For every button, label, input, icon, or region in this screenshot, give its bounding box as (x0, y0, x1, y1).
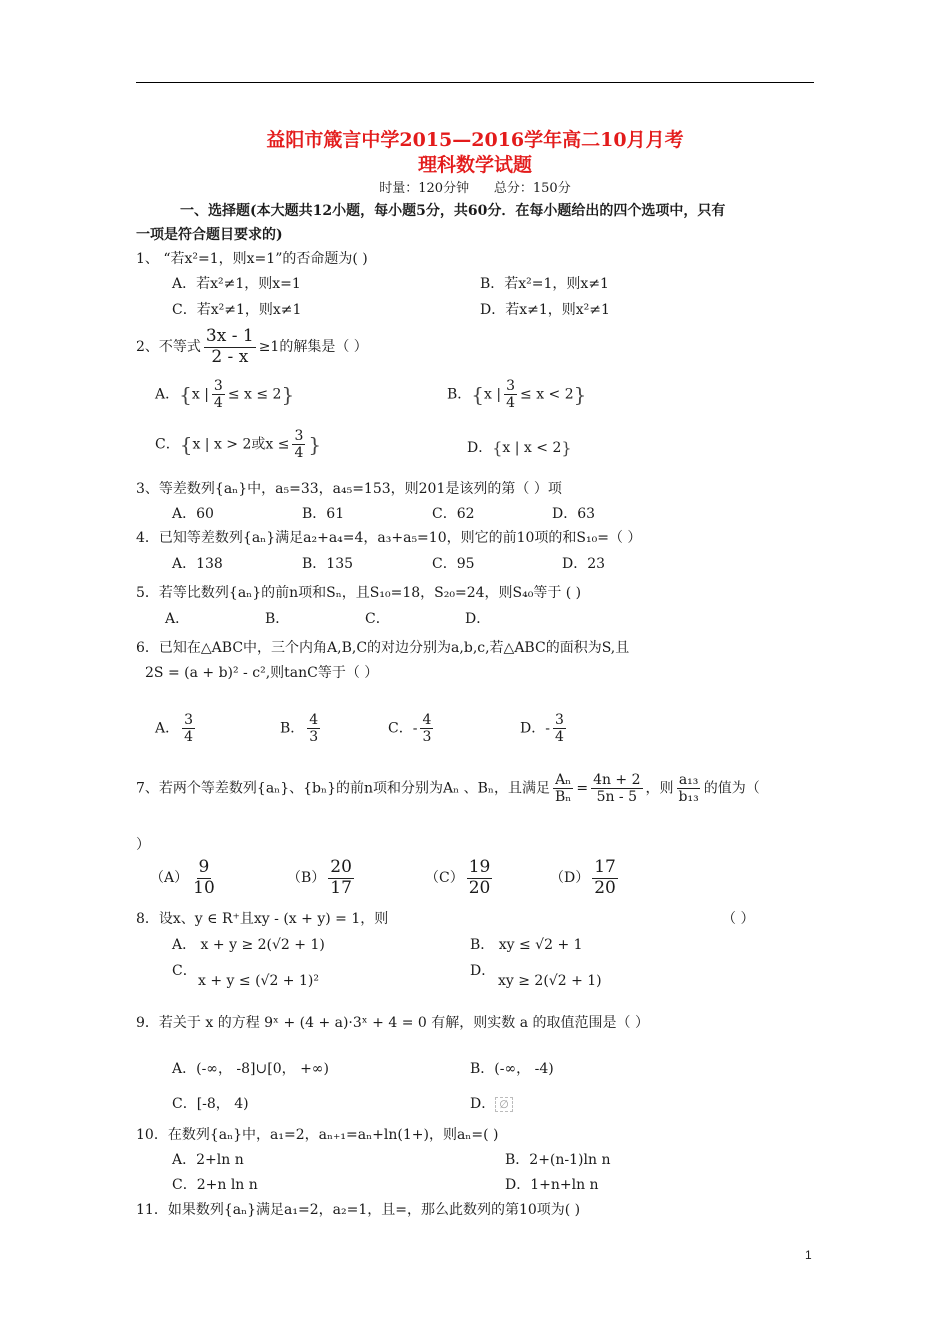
q2-b-right: ≤ x < 2 (520, 386, 574, 403)
q7-c-num: 19 (468, 857, 491, 877)
q7-c-den: 20 (468, 877, 491, 898)
q2-stem (136, 327, 368, 367)
q3-option-a: A．60 (172, 506, 214, 522)
q8-option-a: A． x + y ≥ 2(√2 + 1) (172, 937, 325, 953)
q2-c-num: 3 (294, 428, 304, 444)
q6-c-label: C．- (388, 720, 418, 737)
q9-option-d (470, 1093, 513, 1113)
q2-d-label: D． (467, 440, 493, 456)
q2-suffix: ≥1的解集是（ ） (258, 339, 368, 356)
q7-d-label: （D） (550, 870, 590, 887)
q6-area-formula: 2S = (a + b)² - c² (145, 665, 266, 681)
q2-c-left: x | x > 2或x ≤ (192, 436, 290, 453)
q2-c-label: C． (155, 436, 180, 453)
q5-option-a: A． (165, 611, 190, 627)
q5-option-d: D． (465, 611, 491, 627)
q8-option-c: x + y ≤ (√2 + 1)² (198, 973, 319, 989)
q3-stem: 3、等差数列{aₙ}中，a₅=33，a₄₅=153，则201是该列的第（ ）项 (136, 481, 562, 497)
q6-a-frac (182, 712, 195, 745)
q2-d-set: x | x < 2 (502, 440, 562, 456)
q7-b-frac (328, 858, 354, 898)
q7-close-paren: ） (136, 837, 150, 853)
q6-option-a (155, 712, 198, 745)
q6-d-frac (553, 712, 566, 745)
q2-a-label: A． (155, 386, 180, 403)
q6-d-den: 4 (554, 729, 564, 746)
empty-set-icon: ∅ (495, 1097, 513, 1112)
q2-a-right: ≤ x ≤ 2 (227, 386, 282, 403)
q7-prefix: 7、若两个等差数列 (136, 780, 257, 797)
total-score: 总分：150分 (493, 181, 571, 196)
q6-b-label: B． (280, 720, 305, 737)
q3-option-d: D．63 (552, 506, 596, 522)
q4-option-c: C．95 (432, 556, 475, 572)
q2-c-frac (292, 428, 305, 461)
q8-option-d: xy ≥ 2(√2 + 1) (498, 973, 602, 989)
q7-f3-num: a₁₃ (678, 772, 699, 788)
q7-a-frac (191, 858, 217, 898)
q10-option-d: D．1+n+ln n (505, 1177, 599, 1193)
q6-c-frac (420, 712, 433, 745)
q7-seqs: {aₙ}、{bₙ} (256, 780, 336, 797)
q7-b-num: 20 (330, 857, 352, 877)
q7-f1-den: Bₙ (554, 789, 572, 806)
brace-left-icon: { (179, 432, 193, 457)
q6-option-d (520, 712, 569, 745)
q2-b-den: 4 (506, 395, 516, 412)
q8-stem: 8．设x、y ∈ R⁺且xy - (x + y) = 1，则 (136, 911, 389, 927)
q2-c-den: 4 (294, 445, 304, 462)
q2-a-left: x | (191, 386, 209, 403)
q7-f2-den: 5n - 5 (596, 789, 638, 806)
page-number: 1 (805, 1248, 812, 1262)
q2-den: 2 - x (211, 346, 249, 367)
q9-option-a: A．(-∞， -8]∪[0， +∞) (172, 1061, 329, 1077)
q10-option-b: B．2+(n-1)ln n (505, 1152, 611, 1168)
q6-b-num: 4 (309, 712, 319, 728)
q7-f3-den: b₁₃ (678, 789, 699, 806)
q2-num: 3x - 1 (205, 326, 254, 346)
q7-c-frac (467, 858, 493, 898)
q2-a-frac (212, 378, 225, 411)
q7-d-num: 17 (594, 857, 616, 877)
q9-option-c: C．[-8， 4) (172, 1096, 249, 1112)
q5-option-c: C． (365, 611, 390, 627)
q7-option-b (287, 858, 357, 898)
q1-option-a: A．若x²≠1，则x=1 (172, 276, 301, 292)
q4-stem: 4．已知等差数列{aₙ}满足a₂+a₄=4，a₃+a₅=10，则它的前10项的和S₁₀=（ ） (136, 530, 642, 546)
q7-a-den: 10 (193, 877, 215, 898)
top-rule (136, 82, 814, 83)
q7-f2-num: 4n + 2 (593, 772, 641, 788)
q7-option-d (550, 858, 621, 898)
q5-stem: 5．若等比数列{aₙ}的前n项和Sₙ，且S₁₀=18，S₂₀=24，则S₄₀等于 ( ) (136, 585, 582, 601)
brace-left-icon: { (179, 382, 192, 407)
q8-paren: （ ） (722, 911, 755, 927)
q2-option-a (155, 378, 294, 411)
q7-frac-n (591, 772, 642, 805)
q7-a-label: （A） (150, 870, 189, 887)
exam-title: 益阳市箴言中学2015—2016学年高二10月月考 (266, 129, 684, 151)
q7-then: ，则 (645, 780, 674, 797)
q3-option-b: B．61 (302, 506, 345, 522)
section-heading-line2: 一项是符合题目要求的) (136, 227, 283, 243)
q2-option-c (155, 428, 321, 461)
q6-d-num: 3 (554, 712, 564, 728)
q9-option-b: B．(-∞， -4) (470, 1061, 554, 1077)
q7-d-den: 20 (594, 877, 616, 898)
q7-frac-ab (553, 772, 573, 805)
q4-option-a: A．138 (172, 556, 223, 572)
q6-option-b (280, 712, 323, 745)
q8-option-c-label: C． (172, 963, 197, 979)
q6-c-den: 3 (422, 729, 432, 746)
section-heading-line1: 一、选择题(本大题共12小题，每小题5分，共60分．在每小题给出的四个选项中，只有 (180, 203, 726, 219)
q7-frac-13 (677, 772, 701, 805)
q6-option-c (388, 712, 436, 745)
q10-option-a: A．2+ln n (172, 1152, 244, 1168)
q4-option-b: B．135 (302, 556, 354, 572)
q7-b-label: （B） (287, 870, 326, 887)
q2-b-frac (504, 378, 517, 411)
q6-a-label: A． (155, 720, 180, 737)
q7-f1-num: Aₙ (555, 772, 572, 788)
q9-d-label: D． (470, 1096, 496, 1112)
q2-a-num: 3 (213, 378, 223, 394)
q4-option-d: D．23 (562, 556, 606, 572)
q10-stem: 10．在数列{aₙ}中，a₁=2，aₙ₊₁=aₙ+ln(1+)，则aₙ=( ) (136, 1127, 499, 1143)
q6-a-den: 4 (184, 729, 194, 746)
q6-a-num: 3 (184, 712, 194, 728)
q6-c-num: 4 (422, 712, 432, 728)
q2-b-label: B． (447, 386, 472, 403)
q3-option-c: C．62 (432, 506, 475, 522)
q2-option-d (467, 437, 572, 458)
brace-left-icon: { (471, 382, 485, 407)
q1-option-d: D．若x≠1，则x²≠1 (480, 302, 610, 318)
exam-meta (0, 177, 950, 196)
q7-a-num: 9 (198, 857, 210, 877)
q11-stem: 11．如果数列{aₙ}满足a₁=2，a₂=1，且=，那么此数列的第10项为( ) (136, 1202, 581, 1218)
brace-right-icon: } (308, 432, 322, 457)
q6-b-frac (307, 712, 320, 745)
q2-prefix: 2、不等式 (136, 339, 201, 356)
q7-option-a (150, 858, 220, 898)
q1-option-b: B．若x²=1，则x≠1 (480, 276, 609, 292)
brace-right-icon: } (573, 382, 587, 407)
q8-option-d-label: D． (470, 963, 496, 979)
q6-line1: 6．已知在△ABC中，三个内角A,B,C的对边分别为a,b,c,若△ABC的面积为S,且 (136, 640, 630, 656)
q10-option-c: C．2+n ln n (172, 1177, 258, 1193)
q7-mid: 的前n项和分别为Aₙ 、Bₙ，且满足 (335, 780, 550, 797)
q7-eq: = (576, 780, 589, 797)
q7-stem (136, 772, 760, 805)
q8-option-b: B． xy ≤ √2 + 1 (470, 937, 583, 953)
q2-a-den: 4 (213, 395, 223, 412)
exam-subtitle: 理科数学试题 (417, 154, 532, 176)
q1-option-c: C．若x²≠1，则x≠1 (172, 302, 302, 318)
q7-b-den: 17 (330, 877, 352, 898)
q6-line2-tail: ,则tanC等于（ ） (265, 665, 379, 681)
q7-d-frac (592, 858, 618, 898)
time-limit: 时量：120分钟 (379, 181, 470, 196)
q5-option-b: B． (265, 611, 290, 627)
q2-b-num: 3 (506, 378, 516, 394)
q7-tail: 的值为（ (703, 780, 760, 797)
q6-b-den: 3 (309, 729, 319, 746)
q7-option-c (425, 858, 495, 898)
q2-option-b (447, 378, 586, 411)
q7-c-label: （C） (425, 870, 464, 887)
q2-b-left: x | (484, 386, 502, 403)
q2-fraction (204, 327, 256, 367)
brace-right-icon: } (281, 382, 295, 407)
q6-d-label: D．- (520, 720, 550, 737)
q9-stem: 9．若关于 x 的方程 9ˣ + (4 + a)·3ˣ + 4 = 0 有解，则实数 a 的取值范围是（ ） (136, 1015, 649, 1031)
brace-left-icon: { (492, 438, 503, 458)
brace-right-icon: } (561, 438, 572, 458)
q1-stem: 1、 “若x²=1，则x=1”的否命题为( ) (136, 251, 368, 267)
q6-line2 (145, 662, 378, 682)
